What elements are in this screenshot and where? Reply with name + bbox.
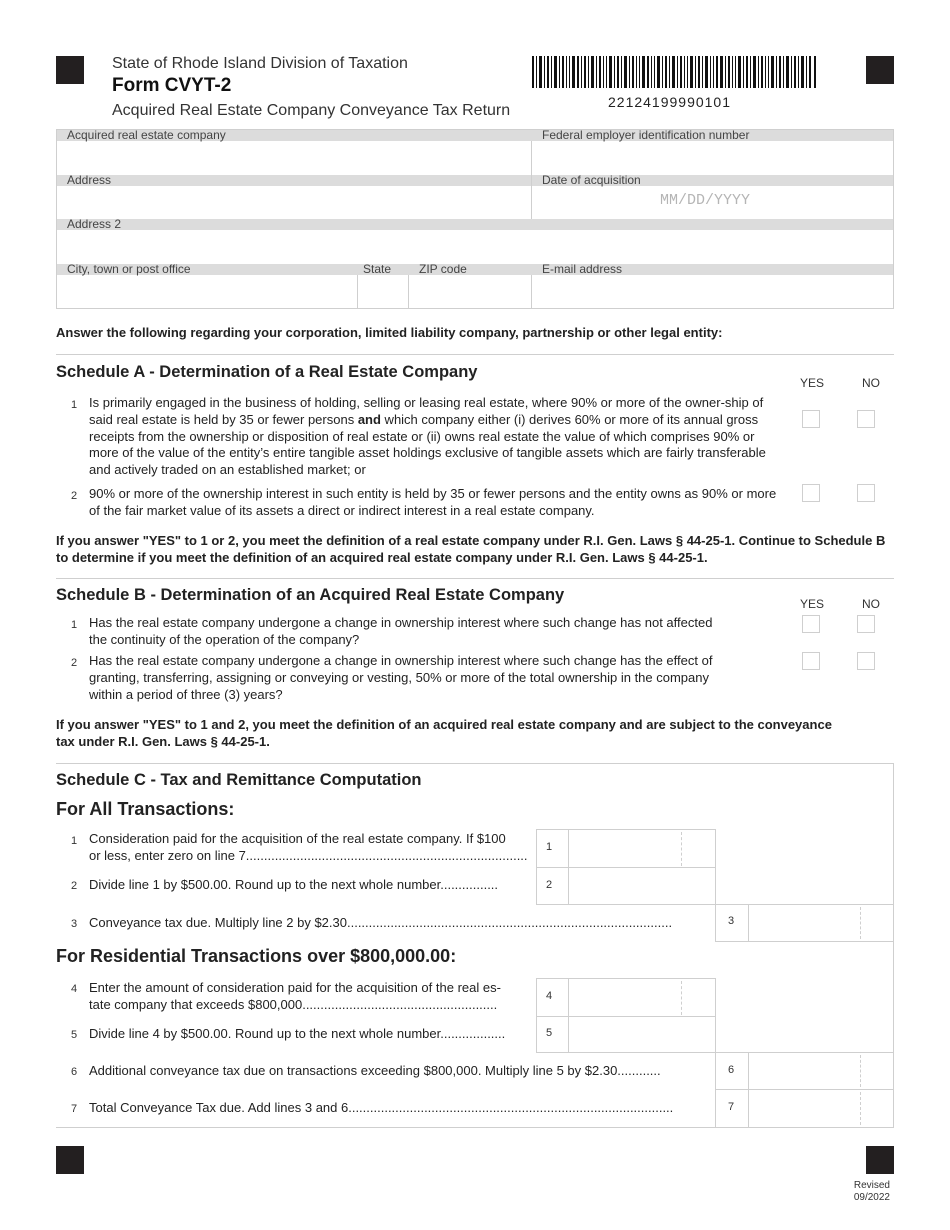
email-field[interactable] <box>532 275 893 309</box>
line7-box-number: 7 <box>728 1101 735 1113</box>
state-field[interactable] <box>358 275 408 309</box>
line2-text: Divide line 1 by $500.00. Round up to the next whole number................ <box>89 877 499 892</box>
line3-text: Conveyance tax due. Multiply line 2 by $2.30.......................................................................................... <box>89 915 673 930</box>
all-transactions-heading: For All Transactions: <box>56 799 235 819</box>
line3-number: 3 <box>70 918 78 930</box>
intro-instruction: Answer the following regarding your corporation, limited liability company, partnership or other legal entity: <box>56 325 723 340</box>
schedule-b-q2-number: 2 <box>70 657 78 669</box>
schedule-a-no-label: NO <box>862 376 880 390</box>
line7-number: 7 <box>70 1103 78 1115</box>
barcode <box>532 56 816 88</box>
schedule-a-q1-number: 1 <box>70 399 78 411</box>
form-subtitle: Acquired Real Estate Company Conveyance Tax Return <box>112 102 511 119</box>
cents-divider <box>860 1092 861 1125</box>
schedule-b-q1-no-checkbox[interactable] <box>857 615 875 633</box>
company-label: Acquired real estate company <box>57 130 893 141</box>
line5-box-number: 5 <box>546 1027 553 1039</box>
address-field[interactable] <box>57 186 531 220</box>
city-field[interactable] <box>57 275 357 309</box>
schedule-b-q1-yes-checkbox[interactable] <box>802 615 820 633</box>
divider <box>56 354 894 355</box>
schedule-a-note: If you answer "YES" to 1 or 2, you meet the definition of a real estate company under R.I. Gen. Laws § 44-25-1. Continue to Schedule B to determine if you meet the definition of an acquired real estate company under R.I. Gen. Laws § 44-25-1. <box>56 533 886 565</box>
line2-box-number: 2 <box>546 879 553 891</box>
cents-divider <box>860 907 861 939</box>
grid-divider <box>357 275 358 309</box>
line5-number: 5 <box>70 1029 78 1041</box>
cents-divider <box>860 1055 861 1087</box>
line7-text: Total Conveyance Tax due. Add lines 3 and 6.......................................................................................... <box>89 1100 674 1115</box>
schedule-a-q1-text: Is primarily engaged in the business of holding, selling or leasing real estate, where 90% or more of the owner-ship of said real estate is held by 35 or fewer persons and which company either (i) derives 60% or more of its annual gross receipts from the ownership or disposition of real estate or (ii) owns real estate the value of which comprises 90% or more of the value of the entity’s entire tangible asset holdings exclusive of tangible assets which are fairly transferable and actively traded on an established market; or <box>89 395 766 478</box>
cents-divider <box>681 981 682 1015</box>
schedule-b-no-label: NO <box>862 597 880 611</box>
line7-amount-field[interactable] <box>749 1090 893 1127</box>
address2-field[interactable] <box>57 230 893 264</box>
registration-mark-bottom-right <box>866 1146 894 1174</box>
divider <box>56 578 894 579</box>
schedule-b-yes-label: YES <box>800 597 825 611</box>
line1-box-number: 1 <box>546 841 553 853</box>
line4-number: 4 <box>70 983 78 995</box>
line3-amount-field[interactable] <box>749 905 893 941</box>
address-label: Address <box>57 175 893 186</box>
cents-divider <box>681 832 682 866</box>
schedule-b-q2-text: Has the real estate company undergone a change in ownership interest where such change has the effect of granting, transferring, assigning or conveying or vesting, 50% or more of the total ownership in the company within a period of three (3) years? <box>89 653 713 702</box>
grid-divider <box>531 275 532 309</box>
schedule-a-q2-number: 2 <box>70 490 78 502</box>
line4-text-b: tate company that exceeds $800,000...................................................... <box>89 997 498 1012</box>
schedule-b-q1-text: Has the real estate company undergone a change in ownership interest where such change has not affected the continuity of the operation of the company? <box>89 615 713 647</box>
fein-field[interactable] <box>532 141 893 175</box>
line2-amount-field[interactable] <box>569 868 715 904</box>
revised-date: 09/2022 <box>853 1192 890 1203</box>
line1-amount-field[interactable] <box>569 830 715 867</box>
entity-info-grid <box>56 129 894 309</box>
line1-text-a: Consideration paid for the acquisition of the real estate company. If $100 <box>89 831 506 846</box>
revised-label: Revised <box>853 1180 890 1191</box>
line6-text: Additional conveyance tax due on transactions exceeding $800,000. Multiply line 5 by $2.30............ <box>89 1063 661 1078</box>
schedule-a-q2-yes-checkbox[interactable] <box>802 484 820 502</box>
schedule-b-title: Schedule B - Determination of an Acquired Real Estate Company <box>56 586 565 604</box>
line6-number: 6 <box>70 1066 78 1078</box>
barcode-number: 22124199990101 <box>608 94 732 110</box>
revision-note <box>854 1180 890 1204</box>
grid-divider <box>408 275 409 309</box>
line1-text-b: or less, enter zero on line 7.............................................................................. <box>89 848 528 863</box>
acquisition-date-label: Date of acquisition <box>542 173 641 187</box>
schedule-b-q2-no-checkbox[interactable] <box>857 652 875 670</box>
registration-mark-top-left <box>56 56 84 84</box>
line1-number: 1 <box>70 835 78 847</box>
schedule-a-q1-no-checkbox[interactable] <box>857 410 875 428</box>
line6-amount-field[interactable] <box>749 1053 893 1089</box>
company-name-field[interactable] <box>57 141 531 175</box>
schedule-a-yes-label: YES <box>800 376 825 390</box>
registration-mark-top-right <box>866 56 894 84</box>
schedule-a-q1-yes-checkbox[interactable] <box>802 410 820 428</box>
line5-amount-field[interactable] <box>569 1017 715 1052</box>
state-label: State <box>363 262 392 276</box>
form-title: Form CVYT-2 <box>112 75 232 96</box>
line4-box-number: 4 <box>546 990 553 1002</box>
zip-label: ZIP code <box>419 262 467 276</box>
line2-number: 2 <box>70 880 78 892</box>
line3-box-number: 3 <box>728 915 735 927</box>
divider <box>56 1127 894 1128</box>
address2-label: Address 2 <box>57 219 893 230</box>
schedule-b-q2-yes-checkbox[interactable] <box>802 652 820 670</box>
grid-divider <box>531 141 532 219</box>
zip-field[interactable] <box>409 275 531 309</box>
schedule-c-title: Schedule C - Tax and Remittance Computation <box>56 771 422 789</box>
acquisition-date-field[interactable]: MM/DD/YYYY <box>660 192 751 209</box>
schedule-a-title: Schedule A - Determination of a Real Estate Company <box>56 363 478 381</box>
line5-text: Divide line 4 by $500.00. Round up to the next whole number.................. <box>89 1026 506 1041</box>
residential-heading: For Residential Transactions over $800,000.00: <box>56 946 457 966</box>
agency-name: State of Rhode Island Division of Taxation <box>112 55 408 72</box>
line4-amount-field[interactable] <box>569 979 715 1016</box>
line4-text-a: Enter the amount of consideration paid for the acquisition of the real es- <box>89 980 501 995</box>
line6-box-number: 6 <box>728 1064 735 1076</box>
registration-mark-bottom-left <box>56 1146 84 1174</box>
schedule-a-q2-text: 90% or more of the ownership interest in such entity is held by 35 or fewer persons and the entity owns as 90% or more of the fair market value of its assets a direct or indirect interest in a real estate company. <box>89 486 777 518</box>
schedule-b-note: If you answer "YES" to 1 and 2, you meet the definition of an acquired real estate company and are subject to the conveyance tax under R.I. Gen. Laws § 44-25-1. <box>56 717 832 749</box>
schedule-b-q1-number: 1 <box>70 619 78 631</box>
email-label: E-mail address <box>542 262 623 276</box>
schedule-a-q2-no-checkbox[interactable] <box>857 484 875 502</box>
fein-label: Federal employer identification number <box>542 128 750 142</box>
city-label: City, town or post office <box>57 264 893 275</box>
